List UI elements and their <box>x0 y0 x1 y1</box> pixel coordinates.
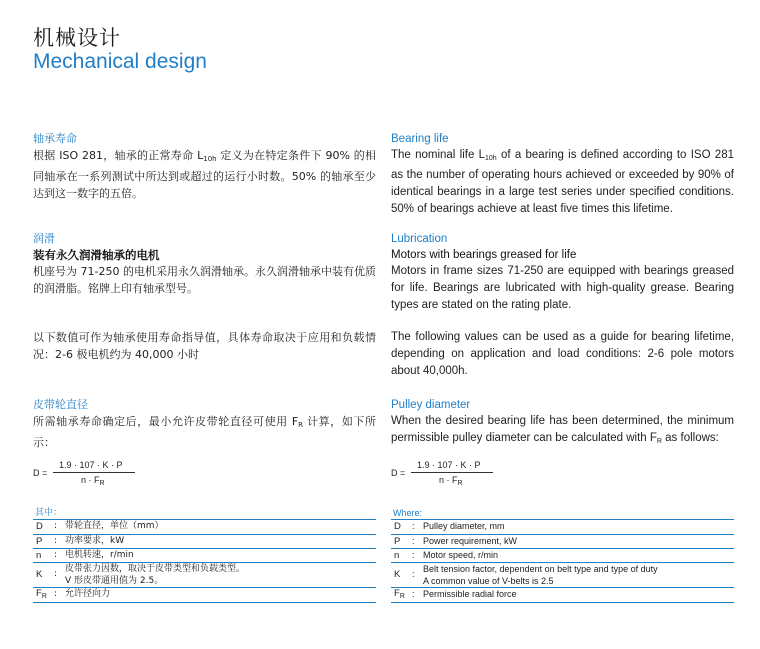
legend-row: n : 电机转速，r/min <box>33 548 376 562</box>
pulley-heading-cn: 皮带轮直径 <box>33 398 88 411</box>
guide-text-en: The following values can be used as a guide for bearing lifetime, depending on application and load conditions: 2-6 pole motors about 40,000h. <box>391 331 734 377</box>
bearing-life-section-cn <box>33 131 376 202</box>
bearing-life-text-cn: 根据 ISO 281，轴承的正常寿命 L10h 定义为在特定条件下 90% 的相同轴承在一系列测试中所达到或超过的运行小时数。50% 的轴承至少达到这一数字的五倍。 <box>33 149 376 200</box>
legend-en <box>391 507 734 603</box>
bearing-life-heading-en: Bearing life <box>391 133 449 145</box>
legend-heading-en: Where: <box>391 507 734 520</box>
bearing-life-section-en <box>391 131 734 218</box>
lubrication-subheading-cn: 装有永久润滑轴承的电机 <box>33 248 160 262</box>
lubrication-text-en: Motors in frame sizes 71-250 are equipped with bearings greased for life. Bearings are lubricated with high-quality grease. Bearing types are stated on the rating plate. <box>391 265 734 311</box>
fraction-bar <box>53 472 135 473</box>
legend-row: n : Motor speed, r/min <box>391 548 734 562</box>
formula-lhs: D = <box>33 468 48 478</box>
legend-row: K : 皮带张力因数，取决于皮带类型和负载类型。 V 形皮带通用值为 2.5。 <box>33 562 376 587</box>
bearing-life-text-en: The nominal life L10h of a bearing is defined according to ISO 281 as the number of operating hours achieved or exceeded by 90% of identical bearings in a large test series under specified conditions. 50% of bearings achieve at least five times this lifetime. <box>391 149 734 215</box>
guide-text-cn: 以下数值可作为轴承使用寿命指导值，具体寿命取决于应用和负载情况：2-6 极电机约为 40,000 小时 <box>33 331 376 361</box>
legend-row: K : Belt tension factor, dependent on belt type and type of duty A common value of V-belts is 2.5 <box>391 562 734 587</box>
formula-numerator: 1.9 · 107 · K · P <box>417 460 481 470</box>
formula-lhs: D = <box>391 468 406 478</box>
legend-row: P : Power requirement, kW <box>391 534 734 548</box>
guide-section-en <box>391 329 734 380</box>
page-title-cn: 机械设计 <box>33 26 121 50</box>
formula-denominator: $n \cdot F_R$ <box>439 475 463 487</box>
lubrication-heading-cn: 润滑 <box>33 232 55 245</box>
legend-row: D : 带轮直径，单位（mm） <box>33 520 376 534</box>
legend-row: $F_R$ : 允许径向力 <box>33 587 376 602</box>
pulley-section-en <box>391 397 734 450</box>
legend-row: P : 功率要求，kW <box>33 534 376 548</box>
pulley-text-en: When the desired bearing life has been determined, the minimum permissible pulley diameter can be calculated with FR as follows: <box>391 415 734 445</box>
formula-numerator: 1.9 · 107 · K · P <box>59 460 123 470</box>
page-title-en: Mechanical design <box>33 50 207 73</box>
guide-section-cn <box>33 329 376 363</box>
legend-row: $F_R$ : Permissible radial force <box>391 587 734 602</box>
lubrication-subheading-en: Motors with bearings greased for life <box>391 249 577 261</box>
formula-en <box>391 460 591 490</box>
formula-denominator: $n \cdot F_R$ <box>81 475 105 487</box>
legend-heading-cn: 其中： <box>33 507 376 520</box>
formula-cn <box>33 460 233 490</box>
bearing-life-heading-cn: 轴承寿命 <box>33 132 77 145</box>
pulley-heading-en: Pulley diameter <box>391 399 471 411</box>
lubrication-section-en <box>391 231 734 314</box>
lubrication-section-cn <box>33 231 376 297</box>
fraction-bar <box>411 472 493 473</box>
legend-cn <box>33 507 376 603</box>
lubrication-heading-en: Lubrication <box>391 233 448 245</box>
lubrication-text-cn: 机座号为 71-250 的电机采用永久润滑轴承。永久润滑轴承中装有优质的润滑脂。铭牌上印有轴承型号。 <box>33 265 376 295</box>
pulley-text-cn: 所需轴承寿命确定后，最小允许皮带轮直径可使用 FR 计算，如下所示： <box>33 415 377 449</box>
legend-row: D : Pulley diameter, mm <box>391 520 734 534</box>
pulley-section-cn <box>33 397 376 451</box>
